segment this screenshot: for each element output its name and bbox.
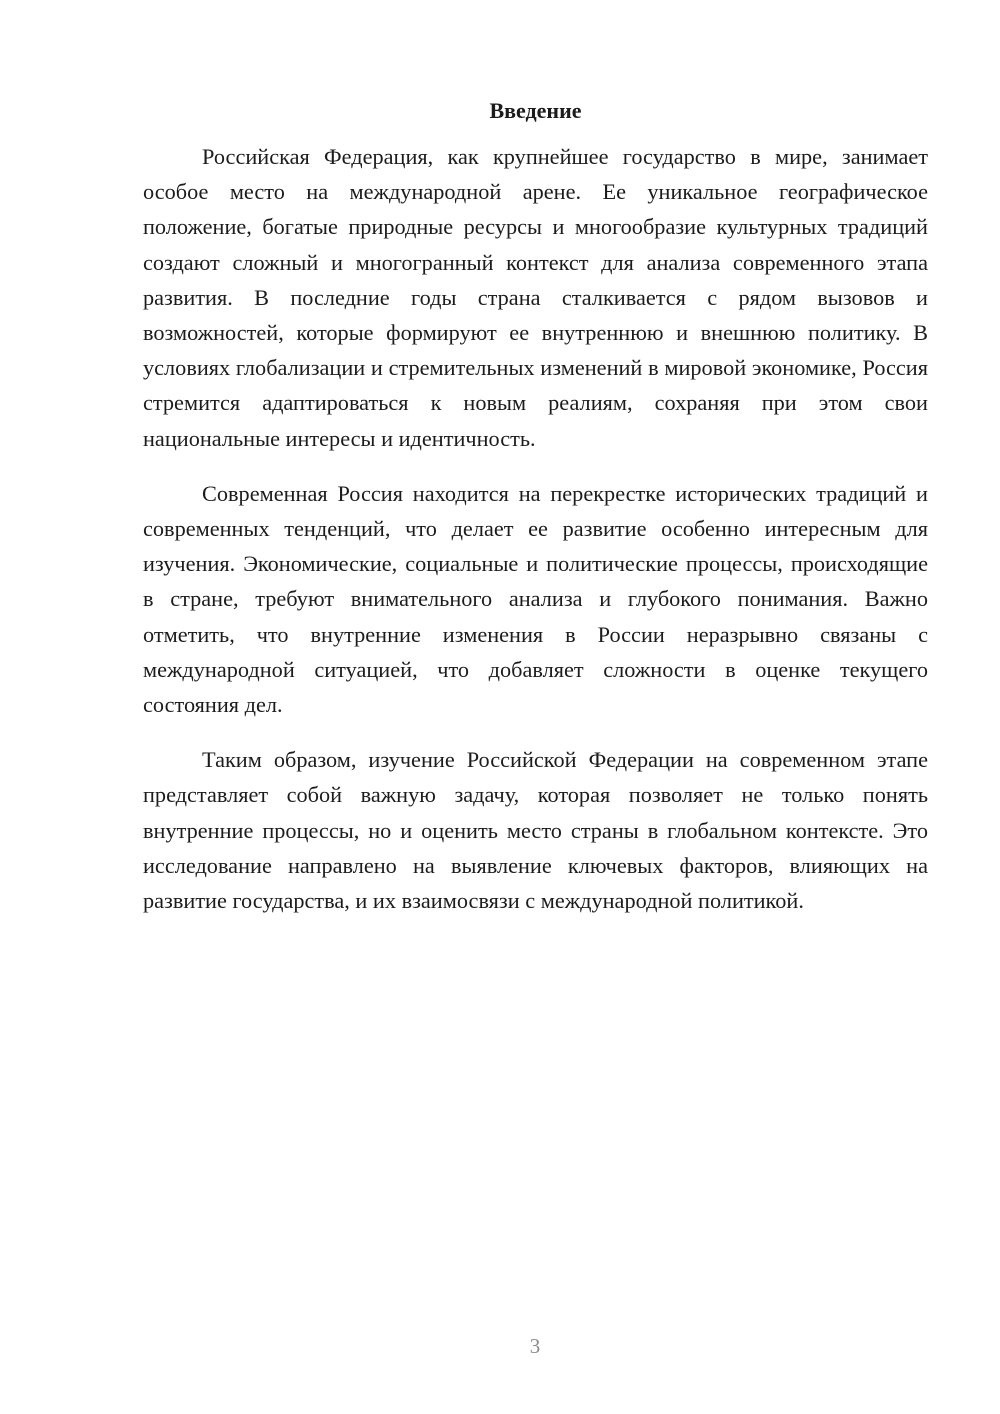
page-content bbox=[143, 96, 928, 918]
paragraph-2: Современная Россия находится на перекрестке исторических традиций и современных тенденций, что делает ее развитие особенно интересным для изучения. Экономические, социальные и политические процессы, происходящие в стране, требуют внимательного анализа и глубокого понимания. Важно отметить, что внутренние изменения в России неразрывно связаны с международной ситуацией, что добавляет сложности в оценке текущего состояния дел. bbox=[143, 480, 928, 718]
paragraph-1: Российская Федерация, как крупнейшее государство в мире, занимает особое место на международной арене. Ее уникальное географическое положение, богатые природные ресурсы и многообразие культурных традиций создают сложный и многогранный контекст для анализа современного этапа развития. В последние годы страна сталкивается с рядом вызовов и возможностей, которые формируют ее внутреннюю и внешнюю политику. В условиях глобализации и стремительных изменений в мировой экономике, Россия стремится адаптироваться к новым реалиям, сохраняя при этом свои национальные интересы и идентичность. bbox=[143, 144, 928, 451]
paragraph-3: Таким образом, изучение Российской Федерации на современном этапе представляет собой важную задачу, которая позволяет не только понять внутренние процессы, но и оценить место страны в глобальном контексте. Это исследование направлено на выявление ключевых факторов, влияющих на развитие государства, и их взаимосвязи с международной политикой. bbox=[143, 747, 928, 914]
page-number: 3 bbox=[529, 1334, 541, 1358]
section-heading: Введение bbox=[489, 98, 582, 123]
